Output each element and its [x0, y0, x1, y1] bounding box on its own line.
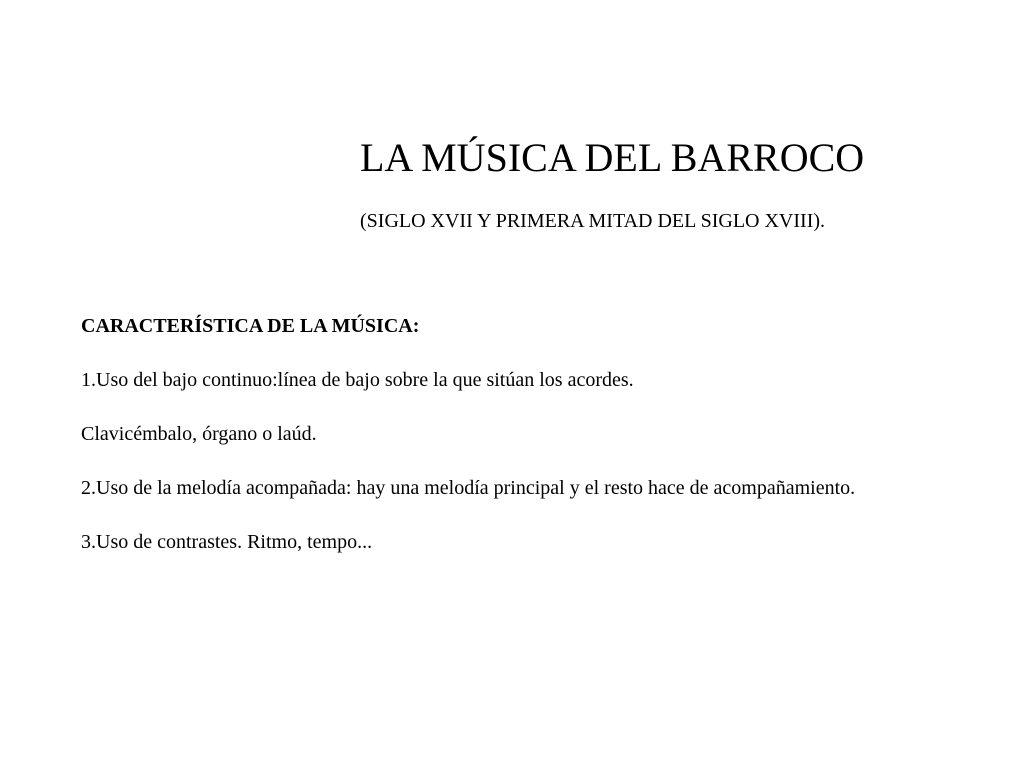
body-line-contrastes: 3.Uso de contrastes. Ritmo, tempo... [81, 531, 373, 553]
body-line-instrumentos: Clavicémbalo, órgano o laúd. [81, 423, 317, 445]
body-line-melodia-acompanada: 2.Uso de la melodía acompañada: hay una melodía principal y el resto hace de acompañamiento. [81, 477, 856, 499]
slide-body [81, 313, 1001, 583]
section-heading: CARACTERÍSTICA DE LA MÚSICA: [81, 315, 420, 337]
body-line-bajo-continuo: 1.Uso del bajo continuo:línea de bajo sobre la que sitúan los acordes. [81, 369, 634, 391]
slide-subtitle: (SIGLO XVII Y PRIMERA MITAD DEL SIGLO XVIII). [360, 210, 826, 232]
slide-title: LA MÚSICA DEL BARROCO [360, 135, 865, 180]
